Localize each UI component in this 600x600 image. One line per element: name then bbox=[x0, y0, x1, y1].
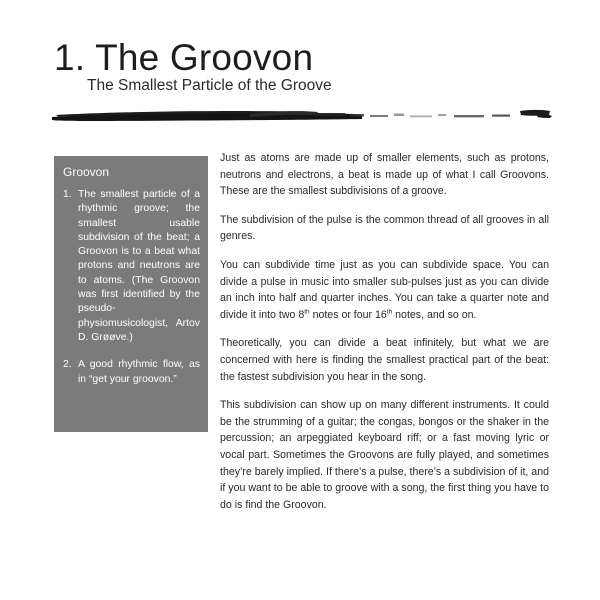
superscript: th bbox=[304, 308, 310, 316]
definition-number: 1. bbox=[63, 189, 72, 200]
definition-list bbox=[63, 188, 200, 387]
paragraph-text: You can subdivide time just as you can subdivide space. You can divide a pulse in music into smaller sub-pulses just as you can divide an inch into half and quarter inches. You can take a quarter note and divide it into two 8 bbox=[220, 258, 549, 321]
body-paragraph: This subdivision can show up on many different instruments. It could be the strumming of a guitar; the congas, bongos or the shaker in the percussion; an arpeggiated keyboard riff; or a fast moving lyric or vocal part. Sometimes the Groovons are fully played, and sometimes they’re barely implied. If there’s a pulse, there’s a subdivision of it, and if you want to be able to groove with a song, the first thing you have to do is find the Groovon. bbox=[220, 399, 549, 511]
definition-item bbox=[63, 188, 200, 345]
body-paragraph bbox=[220, 257, 549, 323]
definition-item bbox=[63, 358, 200, 387]
definition-text: The smallest particle of a rhythmic groove; the smallest usable subdivision of the beat; a Groovon is to a beat what protons and neutrons are to atoms. (The Groovon was first identified by the pseudo-physiomusicologist, Artov D. Grøøve.) bbox=[78, 189, 200, 343]
definition-number: 2. bbox=[63, 359, 72, 371]
paragraph-text: notes, and so on. bbox=[392, 308, 477, 321]
chapter-title: 1. The Groovon bbox=[54, 37, 314, 78]
sidebar-title: Groovon bbox=[63, 165, 110, 179]
chapter-subtitle: The Smallest Particle of the Groove bbox=[87, 77, 332, 94]
body-paragraph: Theoretically, you can divide a beat infinitely, but what we are concerned with here is finding the smallest practical part of the beat: the fastest subdivision you hear in the song. bbox=[220, 337, 549, 383]
body-paragraph: Just as atoms are made up of smaller elements, such as protons, neutrons and electrons, a beat is made up of what I call Groovons. These are the smallest subdivisions of a groove. bbox=[220, 152, 549, 198]
superscript: th bbox=[386, 308, 393, 316]
brush-stroke-divider bbox=[50, 103, 555, 125]
definition-text: A good rhythmic flow, as in “get your groovon.” bbox=[78, 359, 200, 385]
body-text bbox=[220, 150, 549, 525]
definition-sidebar bbox=[54, 156, 208, 432]
paragraph-text: notes or four 16 bbox=[309, 308, 387, 321]
body-paragraph: The subdivision of the pulse is the common thread of all grooves in all genres. bbox=[220, 213, 549, 243]
